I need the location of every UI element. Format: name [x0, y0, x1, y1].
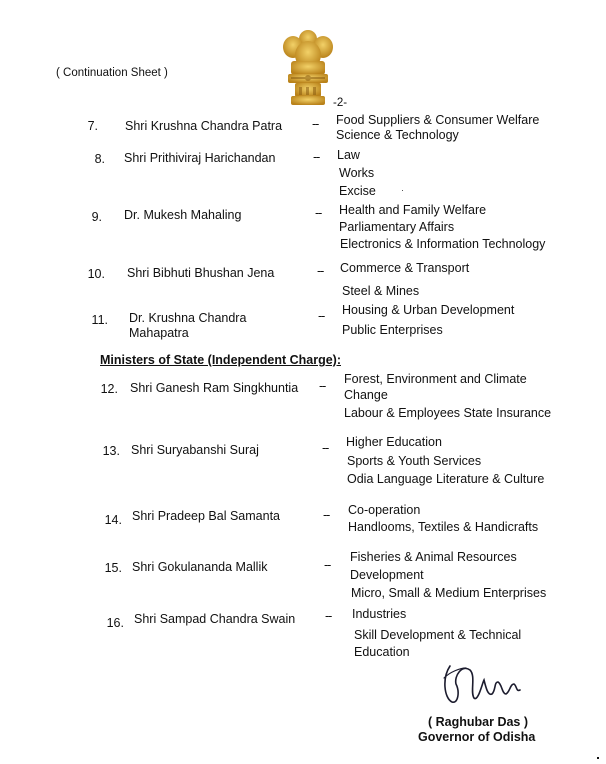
state-emblem-icon	[279, 27, 337, 109]
portfolio: Commerce & Transport	[340, 261, 470, 275]
portfolio: Education	[354, 645, 410, 659]
portfolio: Public Enterprises	[342, 323, 443, 337]
entry-number: 8.	[94, 152, 105, 166]
entry-number: 10.	[87, 267, 105, 281]
page-speck	[597, 757, 599, 759]
minister-name-continued: Mahapatra	[129, 326, 189, 340]
separator-dash: --	[318, 309, 325, 323]
entry-number: 14.	[104, 513, 122, 527]
minister-name: Dr. Mukesh Mahaling	[124, 208, 242, 222]
portfolio: Housing & Urban Development	[342, 303, 515, 317]
minister-name: Shri Gokulananda Mallik	[132, 560, 268, 574]
portfolio: Law	[337, 148, 360, 162]
portfolio: Odia Language Literature & Culture	[347, 472, 545, 486]
portfolio: Works	[339, 166, 375, 180]
portfolio: Labour & Employees State Insurance	[344, 406, 552, 420]
handwritten-signature	[440, 658, 525, 708]
entry-number: 13.	[102, 444, 120, 458]
minister-name: Shri Bibhuti Bhushan Jena	[127, 266, 275, 280]
entry-number: 9.	[91, 210, 102, 224]
portfolio: Steel & Mines	[342, 284, 420, 298]
portfolio: Higher Education	[346, 435, 442, 449]
minister-name: Shri Sampad Chandra Swain	[134, 612, 296, 626]
portfolio: Forest, Environment and Climate	[344, 372, 527, 386]
separator-dash: --	[319, 379, 326, 393]
separator-dash: --	[313, 150, 320, 164]
speck	[402, 190, 403, 191]
separator-dash: --	[325, 609, 332, 623]
portfolio: Industries	[352, 607, 407, 621]
page-number: -2-	[333, 97, 348, 109]
separator-dash: --	[312, 117, 319, 131]
minister-name: Dr. Krushna Chandra	[129, 311, 247, 325]
separator-dash: --	[324, 558, 331, 572]
separator-dash: --	[317, 264, 324, 278]
signatory-title: Governor of Odisha	[418, 730, 536, 744]
entry-number: 15.	[104, 561, 122, 575]
portfolio: Science & Technology	[336, 128, 459, 142]
continuation-sheet-label: ( Continuation Sheet )	[56, 67, 168, 79]
portfolio: Development	[350, 568, 424, 582]
portfolio: Change	[344, 388, 388, 402]
portfolio: Handlooms, Textiles & Handicrafts	[348, 520, 539, 534]
minister-name: Shri Suryabanshi Suraj	[131, 443, 259, 457]
minister-name: Shri Prithiviraj Harichandan	[124, 151, 276, 165]
portfolio: Co-operation	[348, 503, 421, 517]
minister-name: Shri Krushna Chandra Patra	[125, 119, 283, 133]
portfolio: Parliamentary Affairs	[339, 220, 455, 234]
separator-dash: --	[323, 508, 330, 522]
portfolio: Electronics & Information Technology	[340, 237, 546, 251]
entry-number: 11.	[91, 313, 108, 327]
minister-name: Shri Pradeep Bal Samanta	[132, 509, 281, 523]
entry-number: 7.	[87, 119, 98, 133]
separator-dash: --	[322, 441, 329, 455]
portfolio: Micro, Small & Medium Enterprises	[351, 586, 547, 600]
entry-number: 16.	[106, 616, 124, 630]
portfolio: Skill Development & Technical	[354, 628, 522, 642]
portfolio: Fisheries & Animal Resources	[350, 550, 517, 564]
separator-dash: --	[315, 206, 322, 220]
portfolio: Excise	[339, 184, 376, 198]
portfolio: Health and Family Welfare	[339, 203, 487, 217]
portfolio: Food Suppliers & Consumer Welfare	[336, 113, 540, 127]
minister-name: Shri Ganesh Ram Singkhuntia	[130, 381, 299, 395]
portfolio: Sports & Youth Services	[347, 454, 482, 468]
section-heading: Ministers of State (Independent Charge):	[100, 353, 341, 367]
signatory-name: ( Raghubar Das )	[428, 715, 529, 729]
entry-number: 12.	[100, 382, 118, 396]
